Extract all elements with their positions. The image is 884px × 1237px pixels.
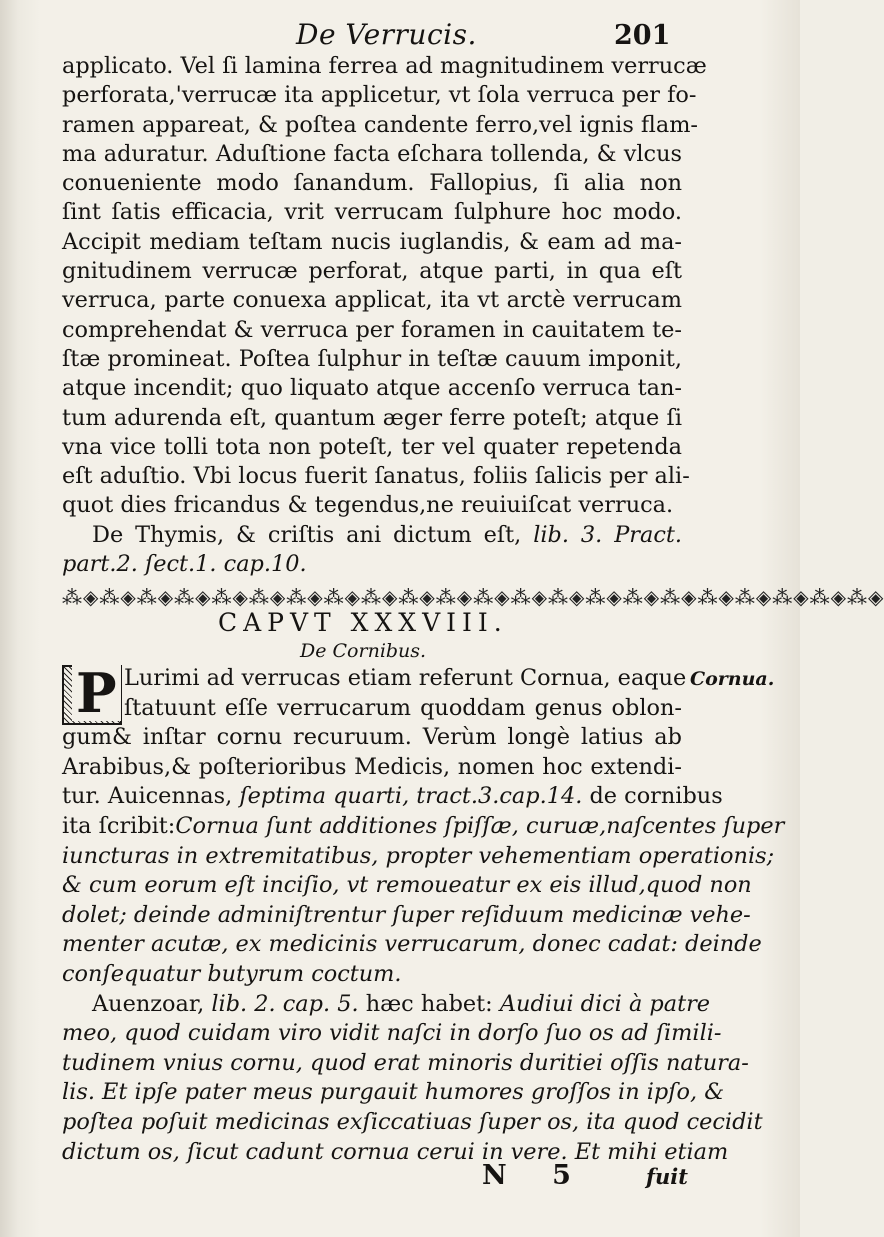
text-line: quot dies fricandus & tegendus,ne reuiuiſcat verruca. (62, 492, 674, 519)
quote-line: menter acutæ, ex medicinis verrucarum, donec cadat: deinde (62, 931, 762, 958)
quote-line: iuncturas in extremitatibus, propter vehementiam operationis; (62, 842, 775, 869)
text-line: comprehendat & verruca per foramen in cauitatem te- (62, 316, 682, 343)
cross-reference-citation-cont: part.2. ſect.1. cap.10. (62, 551, 307, 578)
text-line: tum adurenda eſt, quantum æger ferre poteſt; atque ſi (62, 404, 682, 431)
cross-reference-text: De Thymis, & criſtis ani dictum eſt, (92, 521, 522, 548)
catchword: fuit (646, 1164, 688, 1189)
quote-line: dictum os, ſicut cadunt cornua cerui in vere. Et mihi etiam (62, 1138, 729, 1165)
running-head (0, 14, 800, 54)
margin-note: Cornua. (690, 668, 775, 690)
quote-span: Cornua ſunt additiones ſpiſſæ, curuæ,naſcentes ſuper (175, 812, 785, 839)
chapter-heading: CAPVT XXXVIII. (218, 608, 508, 637)
text-line: gnitudinem verrucæ perforat, atque parti, in qua eſt (62, 258, 682, 285)
text-line: verruca, parte conuexa applicat, ita vt arctè verrucam (62, 287, 682, 314)
text-line: ſtatuunt eſſe verrucarum quoddam genus oblon- (124, 694, 682, 721)
text-span: hæc habet: (365, 990, 493, 1017)
signature-mark: N 5 (482, 1160, 589, 1191)
text-line (62, 782, 723, 812)
quote-line: dolet; deinde adminiſtrentur ſuper reſiduum medicinæ vehe- (62, 901, 751, 928)
citation-span: ſeptima quarti, tract.3.cap.14. (239, 783, 583, 810)
page-number: 201 (614, 20, 671, 51)
cross-reference-citation: lib. 3. Pract. (533, 521, 682, 548)
text-span: ita ſcribit: (62, 812, 176, 839)
text-line: conueniente modo ſanandum. Fallopius, ſi alia non (62, 170, 682, 197)
ornamental-divider: ⁂◈⁂◈⁂◈⁂◈⁂◈⁂◈⁂◈⁂◈⁂◈⁂◈⁂◈⁂◈⁂◈⁂◈⁂◈⁂◈⁂◈⁂◈⁂◈⁂◈⁂◈⁂◈ (62, 585, 884, 609)
quote-line: conſequatur butyrum coctum. (62, 960, 402, 987)
text-line: Lurimi ad verrucas etiam referunt Cornua, eaque (124, 665, 687, 691)
text-line: perforata,'verrucæ ita applicetur, vt ſola verruca per fo- (62, 82, 697, 109)
chapter-body (62, 664, 785, 1167)
quote-span: Audiui dici à patre (499, 990, 711, 1017)
text-line: ma aduratur. Aduſtione facta eſchara tollenda, & vlcus (62, 140, 682, 167)
quote-line: & cum eorum eſt inciſio, vt remoueatur ex eis illud,quod non (62, 872, 752, 899)
text-line: eſt aduſtio. Vbi locus fuerit ſanatus, foliis ſalicis per ali- (62, 463, 690, 490)
text-line: vna vice tolli tota non poteſt, ter vel quater repetenda (62, 433, 682, 460)
text-span: de cornibus (589, 783, 723, 810)
quote-line: meo, quod cuidam viro vidit naſci in dorſo ſuo os ad ſimili- (62, 1020, 722, 1047)
text-span: Auenzoar, (92, 990, 205, 1017)
citation-span: lib. 2. cap. 5. (211, 990, 359, 1017)
text-line: applicato. Vel ſi lamina ferrea ad magnitudinem verrucæ (62, 53, 707, 79)
text-line: ſtæ promineat. Poſtea ſulphur in teſtæ cauum imponit, (62, 345, 682, 372)
text-line: ramen appareat, & poſtea candente ferro,vel ignis flam- (62, 111, 699, 138)
quote-line: tudinem vnius cornu, quod erat minoris duritiei oſſis natura- (62, 1049, 749, 1076)
running-title: De Verrucis. (296, 18, 477, 51)
text-line (62, 990, 711, 1020)
text-line: atque incendit; quo liquato atque accenſo verruca tan- (62, 375, 682, 402)
initial-letter: P (72, 665, 121, 721)
text-line: gum& inſtar cornu recuruum. Verùm longè latius ab (62, 724, 682, 751)
text-line: Accipit mediam teſtam nucis iuglandis, & eam ad ma- (62, 228, 682, 255)
text-span: tur. Auicennas, (62, 783, 233, 810)
text-line (62, 812, 785, 842)
quote-line: lis. Et ipſe pater meus purgauit humores groſſos in ipſo, & (62, 1079, 725, 1106)
quote-line: poſtea poſuit medicinas exſiccatiuas ſuper os, ita quod cecidit (62, 1108, 763, 1135)
text-line: ſint ſatis efficacia, vrit verrucam ſulphure hoc modo. (62, 199, 682, 226)
body-text (62, 52, 707, 579)
cross-reference-line (62, 521, 682, 550)
chapter-subtitle: De Cornibus. (300, 640, 427, 662)
text-line: Arabibus,& poſterioribus Medicis, nomen hoc extendi- (62, 753, 682, 780)
